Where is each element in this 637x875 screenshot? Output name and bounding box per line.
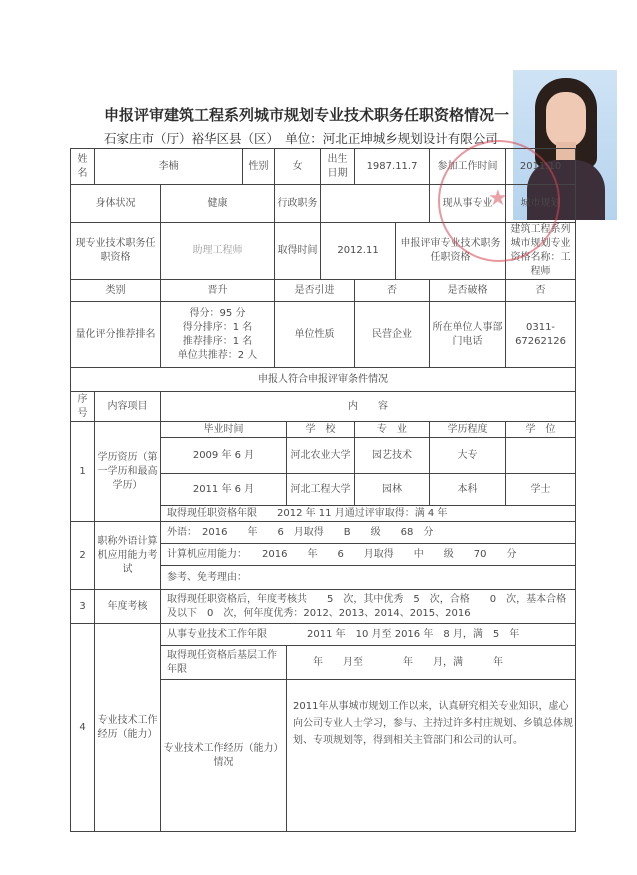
exp-detail-text: 2011年从事城市规划工作以来，认真研究相关专业知识，虚心向公司专业人士学习，参与、主持过许多村庄规划、乡镇总体规划、专项规划等，得到相关主管部门和公司的认可。 <box>287 680 576 832</box>
type-label: 类别 <box>71 280 161 302</box>
major-value: 城市规划 <box>506 185 576 223</box>
unit-type-value: 民营企业 <box>355 302 430 368</box>
edu-header: 毕业时间 <box>161 422 287 438</box>
edu-cell: 河北农业大学 <box>287 438 355 474</box>
work-label: 参加工作时间 <box>430 149 506 185</box>
intro-label: 是否引进 <box>275 280 355 302</box>
content-label: 内 容 <box>161 392 576 422</box>
score-value <box>161 302 275 368</box>
edu-header: 学历程度 <box>430 422 506 438</box>
apply-series: 建筑工程系列城市规划专业 <box>510 224 571 249</box>
edu-cell: 园艺技术 <box>355 438 430 474</box>
health-label: 身体状况 <box>71 185 161 223</box>
type-value: 晋升 <box>161 280 275 302</box>
lang-computer: 计算机应用能力： 2016 年 6 月取得 中 级 70 分 <box>161 544 576 566</box>
score-line: 得分排序：1 名 <box>182 321 253 333</box>
qual-label: 现专业技术职务任职资格 <box>71 223 161 280</box>
admin-label: 行政职务 <box>275 185 321 223</box>
work-value: 2011.10 <box>506 149 576 185</box>
admin-value <box>321 185 430 223</box>
edu-header: 专 业 <box>355 422 430 438</box>
lang-label: 职称外语计算机应用能力考试 <box>95 522 161 590</box>
no-label: 序号 <box>71 392 95 422</box>
edu-cell: 园林 <box>355 474 430 506</box>
score-line: 单位共推荐：2 人 <box>177 349 258 361</box>
edu-cell: 学士 <box>506 474 576 506</box>
unit-type-label: 单位性质 <box>275 302 355 368</box>
major-label: 现从事专业 <box>430 185 506 223</box>
get-value: 2012.11 <box>321 223 396 280</box>
lang-exempt: 参考、免考理由： <box>161 566 576 590</box>
lang-no: 2 <box>71 522 95 590</box>
name-label: 姓名 <box>71 149 95 185</box>
edu-no: 1 <box>71 422 95 522</box>
gender-value: 女 <box>275 149 321 185</box>
exp-base-value: 年 月至 年 月，满 年 <box>287 646 576 680</box>
edu-cell: 2011 年 6 月 <box>161 474 287 506</box>
conditions-heading: 申报人符合申报评审条件情况 <box>71 368 576 392</box>
gender-label: 性别 <box>243 149 275 185</box>
edu-cell <box>506 438 576 474</box>
exp-detail-label: 专业技术工作经历（能力）情况 <box>161 680 287 832</box>
health-value: 健康 <box>161 185 275 223</box>
unit-line: 石家庄市（厅）裕华区县（区） 单位：河北正坤城乡规划设计有限公司 <box>104 131 498 146</box>
score-label: 量化评分推荐排名 <box>71 302 161 368</box>
exp-label: 专业技术工作经历（能力） <box>95 624 161 832</box>
break-value: 否 <box>506 280 576 302</box>
lang-foreign: 外语： 2016 年 6 月取得 B 级 68 分 <box>161 522 576 544</box>
edu-header: 学 校 <box>287 422 355 438</box>
exp-no: 4 <box>71 624 95 832</box>
company-seal: ★ <box>438 140 560 262</box>
birth-label: 出生日期 <box>321 149 355 185</box>
qual-value: 助理工程师 <box>161 223 275 280</box>
exp-years: 从事专业技术工作年限 2011 年 10 月至 2016 年 8 月，满 5 年 <box>161 624 576 646</box>
edu-label: 学历资历（第一学历和最高学历） <box>95 422 161 522</box>
phone-value: 0311-67262126 <box>506 302 576 368</box>
page-title: 申报评审建筑工程系列城市规划专业技术职务任职资格情况一 <box>104 106 510 124</box>
score-line: 得分：95 分 <box>189 307 246 319</box>
break-label: 是否破格 <box>430 280 506 302</box>
birth-value: 1987.11.7 <box>355 149 430 185</box>
edu-cell: 河北工程大学 <box>287 474 355 506</box>
apply-label: 申报评审专业技术职务任职资格 <box>396 223 506 280</box>
exp-base-label: 取得现任资格后基层工作年限 <box>161 646 287 680</box>
name-value: 李楠 <box>95 149 243 185</box>
annual-no: 3 <box>71 590 95 624</box>
annual-text: 取得现任职资格后，年度考核共 5 次，其中优秀 5 次，合格 0 次，基本合格及以下 0 次，何年度优秀：2012、2013、2014、2015、2016 <box>161 590 576 624</box>
edu-cell: 大专 <box>430 438 506 474</box>
annual-label: 年度考核 <box>95 590 161 624</box>
intro-value: 否 <box>355 280 430 302</box>
phone-label: 所在单位人事部门电话 <box>430 302 506 368</box>
get-label: 取得时间 <box>275 223 321 280</box>
edu-header: 学 位 <box>506 422 576 438</box>
qual-name-label: 资格名称 <box>510 252 551 263</box>
edu-cell: 2009 年 6 月 <box>161 438 287 474</box>
score-line: 推荐排序：1 名 <box>182 335 253 347</box>
edu-years: 取得现任职资格年限 2012 年 11 月通过评审取得：满 4 年 <box>161 506 576 522</box>
edu-cell: 本科 <box>430 474 506 506</box>
qual-name-value: 工程师 <box>530 252 571 277</box>
item-label: 内容项目 <box>95 392 161 422</box>
qual-name-line: 资格名称：工程师 <box>510 252 571 277</box>
